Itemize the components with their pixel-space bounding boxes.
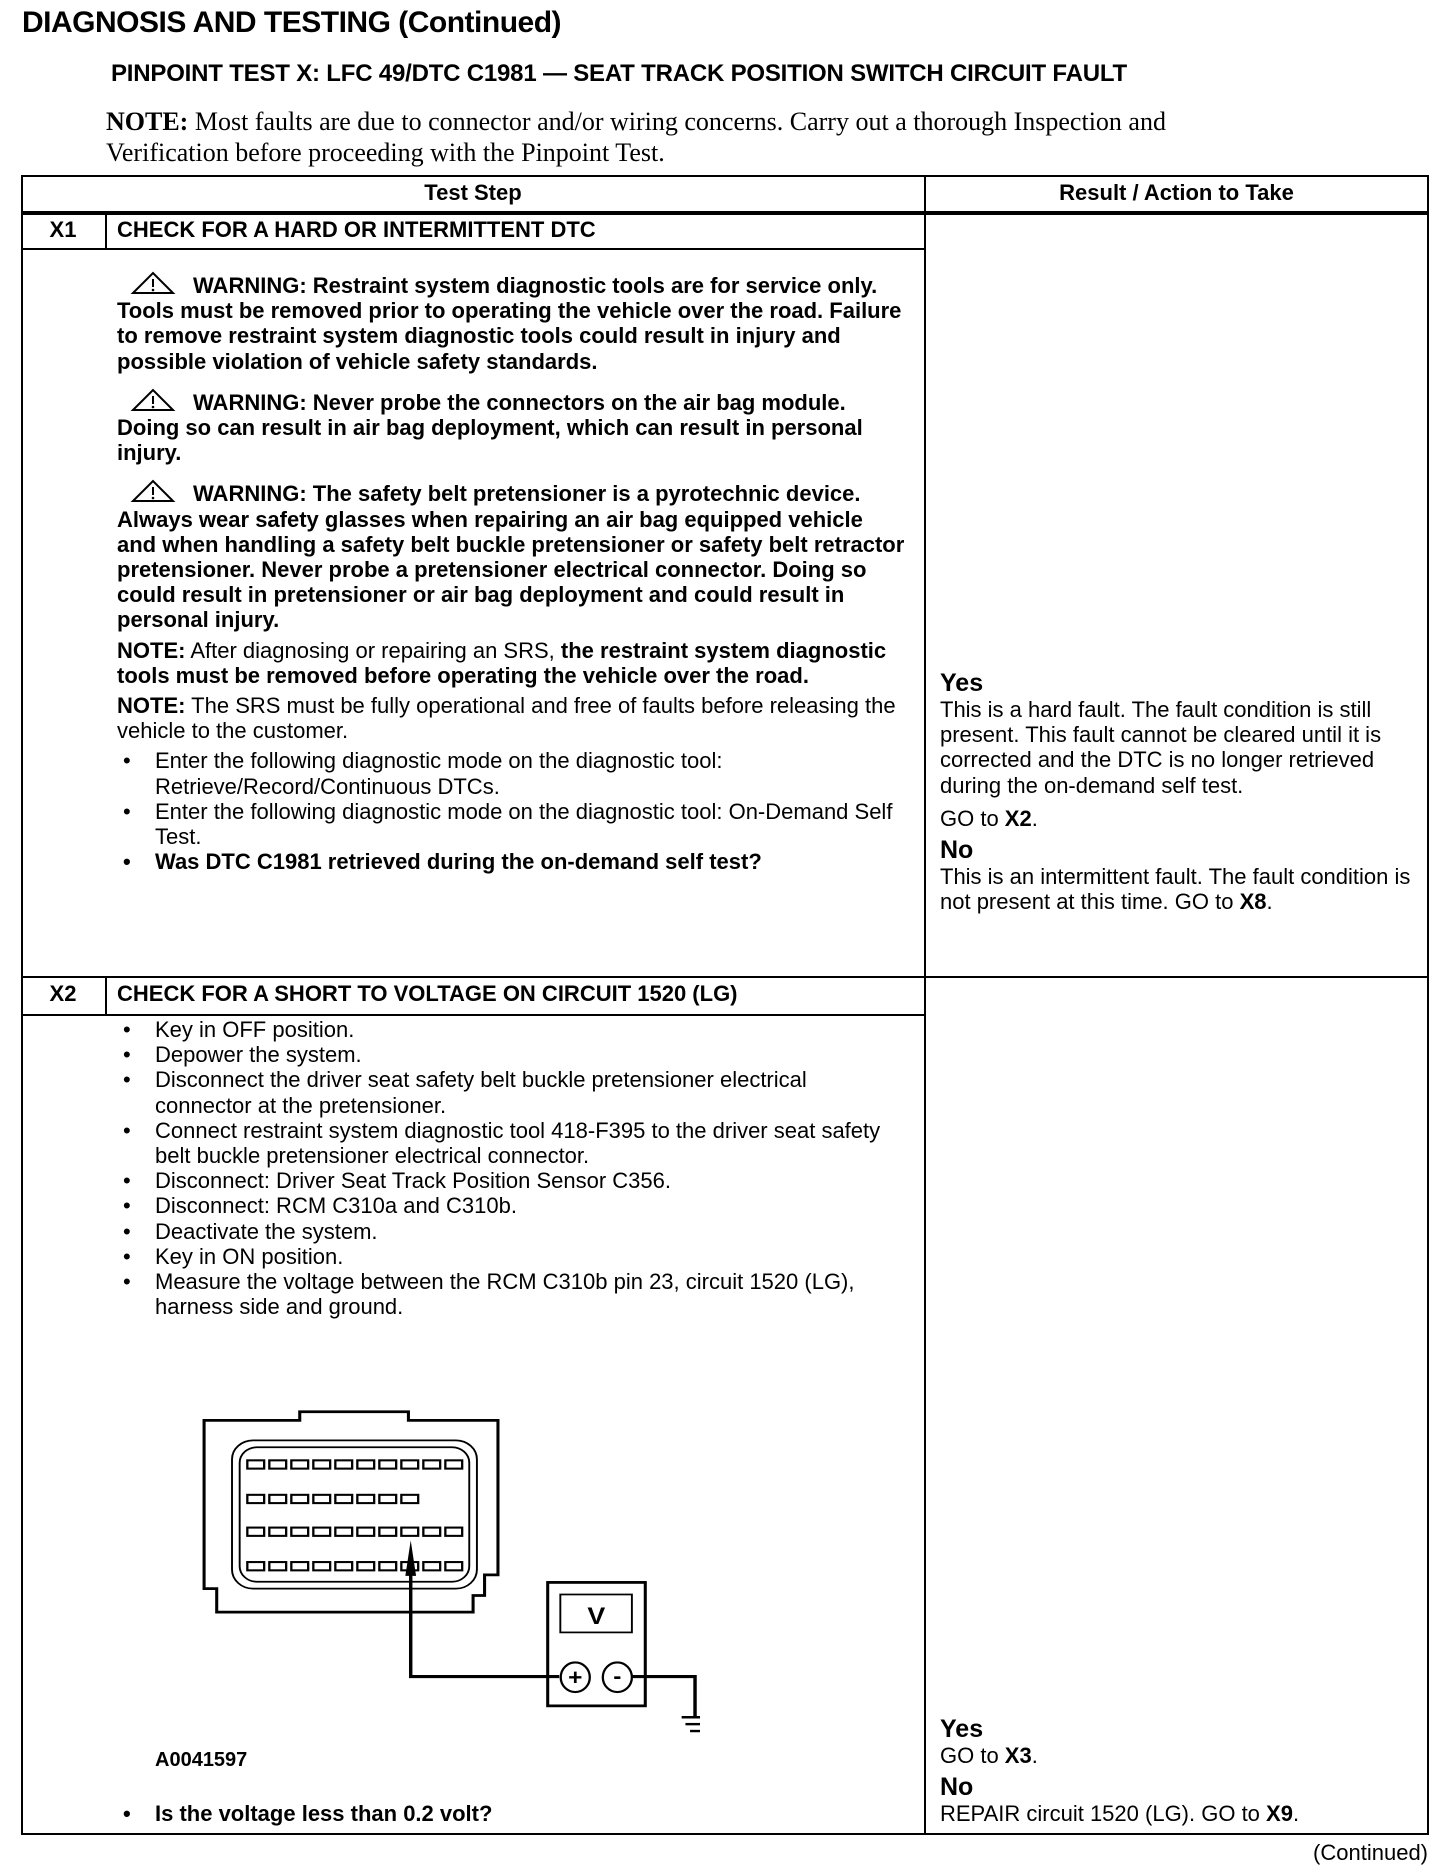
goto-link-x3[interactable]: X3	[1004, 1743, 1032, 1768]
connector-pin	[313, 1562, 330, 1570]
connector-pin	[313, 1495, 330, 1503]
column-header-result: Result / Action to Take	[1059, 180, 1294, 205]
connector-pin	[423, 1528, 440, 1536]
table-border-top	[21, 175, 1429, 177]
list-item: • Disconnect: RCM C310a and C310b.	[117, 1193, 897, 1218]
connector-pin	[247, 1495, 264, 1503]
connector-pins	[247, 1460, 462, 1570]
connector-pin	[269, 1562, 286, 1570]
x1-result	[940, 670, 1424, 914]
connector-pin	[269, 1495, 286, 1503]
warning-triangle-icon	[129, 271, 177, 295]
goto-text: GO to	[940, 1743, 1005, 1768]
x2-no-text: REPAIR circuit 1520 (LG). GO to X9.	[940, 1801, 1300, 1827]
x2-title-divider	[21, 1014, 925, 1016]
connector-pin	[335, 1528, 352, 1536]
connector-body	[204, 1412, 498, 1612]
goto-link-x9[interactable]: X9	[1266, 1801, 1293, 1827]
probe-arrow-icon	[405, 1540, 416, 1576]
connector-voltage-diagram	[100, 1380, 700, 1860]
connector-pin	[247, 1562, 264, 1570]
x2-yes-goto: GO to X3.	[940, 1743, 1038, 1768]
connector-pin	[335, 1495, 352, 1503]
connector-pin	[269, 1528, 286, 1536]
multimeter-label: V	[587, 1602, 606, 1630]
x2-question: • Is the voltage less than 0.2 volt?	[117, 1801, 897, 1826]
negative-terminal-label: -	[613, 1663, 622, 1689]
list-item: • Deactivate the system.	[117, 1219, 897, 1244]
goto-link-x2[interactable]: X2	[1004, 805, 1032, 831]
connector-pin	[313, 1460, 330, 1468]
ground-icon	[682, 1717, 700, 1731]
note-1	[117, 638, 907, 688]
warning-2-text: WARNING: Never probe the connectors on the air bag module. Doing so can result in air bag deployment, which can result in personal injury.	[117, 389, 863, 466]
connector-pin	[401, 1528, 418, 1536]
column-divider	[924, 175, 926, 1835]
list-item: • Key in ON position.	[117, 1244, 897, 1269]
goto-link-x8[interactable]: X8	[1239, 889, 1267, 915]
note-1-label: NOTE:	[117, 637, 186, 663]
connector-pin	[291, 1460, 308, 1468]
x2-bullet-list	[117, 1017, 897, 1319]
list-item: • Depower the system.	[117, 1042, 897, 1067]
connector-pin	[291, 1562, 308, 1570]
x2-question-wrap	[117, 1801, 897, 1826]
no-text: REPAIR circuit 1520 (LG). GO to	[940, 1801, 1267, 1827]
x1-no-text: This is an intermittent fault. The fault condition is not present at this time. GO to X8.	[940, 864, 1411, 915]
connector-pin	[423, 1562, 440, 1570]
x2-yes-label: Yes	[940, 1715, 984, 1743]
x1-bullet-list	[117, 748, 907, 874]
list-item: • Disconnect the driver seat safety belt buckle pretensioner electrical connector at the pretensioner.	[117, 1067, 897, 1117]
warning-2	[117, 388, 907, 466]
goto-text: GO to	[940, 805, 1005, 831]
column-header-test-step: Test Step	[424, 180, 522, 205]
list-item: • Enter the following diagnostic mode on the diagnostic tool: Retrieve/Record/Continuous DTCs.	[117, 748, 907, 798]
connector-pin	[247, 1528, 264, 1536]
connector-pin	[423, 1460, 440, 1468]
connector-pin	[401, 1460, 418, 1468]
x1-id-divider	[105, 213, 107, 250]
connector-pin	[357, 1495, 374, 1503]
connector-pin	[379, 1562, 396, 1570]
connector-pin	[401, 1495, 418, 1503]
connector-pin	[379, 1460, 396, 1468]
list-item: • Disconnect: Driver Seat Track Position Sensor C356.	[117, 1168, 897, 1193]
pinpoint-test-title: PINPOINT TEST X: LFC 49/DTC C1981 — SEAT TRACK POSITION SWITCH CIRCUIT FAULT	[111, 60, 1127, 87]
x2-no-label: No	[940, 1773, 974, 1802]
header-divider	[21, 211, 1429, 215]
connector-pin	[247, 1460, 264, 1468]
intro-note	[106, 106, 1256, 168]
connector-pin	[335, 1562, 352, 1570]
warning-3-text: WARNING: The safety belt pretensioner is a pyrotechnic device. Always wear safety glasses when repairing an air bag equipped vehicle and when handling a safety belt buckle pretensioner or safety belt retractor pretensioner. Never probe a pretensioner electrical connector. Doing so could result in pretensioner or air bag deployment and could result in personal injury.	[117, 481, 905, 633]
list-item: • Connect restraint system diagnostic tool 418-F395 to the driver seat safety belt buckle pretensioner electrical connector.	[117, 1118, 897, 1168]
warning-triangle-icon	[129, 479, 177, 503]
figure-id: A0041597	[155, 1749, 248, 1771]
table-border-right	[1427, 175, 1429, 1835]
step-title-x1: CHECK FOR A HARD OR INTERMITTENT DTC	[117, 217, 596, 242]
continued-label: (Continued)	[1313, 1840, 1428, 1865]
connector-pin	[335, 1460, 352, 1468]
x1-yes-text: This is a hard fault. The fault condition is still present. This fault cannot be cleared until it is corrected and the DTC is no longer retrieved during the on-demand self test.	[940, 697, 1382, 798]
positive-terminal-label: +	[568, 1665, 583, 1690]
x2-id-divider	[105, 976, 107, 1016]
step-title-x2: CHECK FOR A SHORT TO VOLTAGE ON CIRCUIT 1520 (LG)	[117, 981, 738, 1006]
note-label: NOTE:	[106, 107, 189, 136]
list-item: • Key in OFF position.	[117, 1017, 897, 1042]
x1-no-label: No	[940, 836, 974, 865]
connector-pin	[357, 1528, 374, 1536]
connector-pin	[445, 1562, 462, 1570]
step-id-x1: X1	[49, 217, 77, 242]
connector-pin	[379, 1528, 396, 1536]
warning-1-text: WARNING: Restraint system diagnostic tools are for service only. Tools must be removed prior to operating the vehicle over the road. Failure to remove restraint system diagnostic tools could result in injury and possible violation of vehicle safety standards.	[117, 273, 902, 374]
step-id-x2: X2	[49, 981, 77, 1006]
x1-yes-goto: GO to X2.	[940, 805, 1038, 831]
connector-pin	[291, 1528, 308, 1536]
warning-triangle-icon	[129, 388, 177, 412]
note-2	[117, 693, 907, 743]
connector-pin	[291, 1495, 308, 1503]
x1-content	[117, 271, 907, 874]
connector-pin	[313, 1528, 330, 1536]
x1-yes-label: Yes	[940, 669, 984, 697]
connector-pin	[357, 1460, 374, 1468]
list-item: • Measure the voltage between the RCM C310b pin 23, circuit 1520 (LG), harness side and ground.	[117, 1269, 897, 1319]
list-item: • Enter the following diagnostic mode on the diagnostic tool: On-Demand Self Test.	[117, 799, 907, 849]
ground-lead	[632, 1677, 695, 1717]
warning-1	[117, 271, 907, 374]
note-2-label: NOTE:	[117, 693, 186, 719]
multimeter	[548, 1582, 646, 1705]
connector-pin	[269, 1460, 286, 1468]
note-1-bold-text: the restraint system diagnostic tools must be removed before operating the vehicle over the road.	[117, 637, 887, 688]
no-text: This is an intermittent fault. The fault condition is not present at this time. GO to	[940, 864, 1411, 915]
page-title: DIAGNOSIS AND TESTING (Continued)	[22, 6, 562, 39]
x2-result	[940, 1716, 1424, 1826]
note-1-text: After diagnosing or repairing an SRS,	[185, 637, 561, 663]
connector-pin	[379, 1495, 396, 1503]
connector-pin	[445, 1528, 462, 1536]
warning-3	[117, 479, 907, 632]
x1-title-divider	[21, 248, 925, 250]
x2-content	[117, 1017, 897, 1319]
connector-pin	[445, 1460, 462, 1468]
x1-question: • Was DTC C1981 retrieved during the on-demand self test?	[117, 849, 907, 874]
x2-row-divider	[21, 976, 1429, 978]
note-2-text: The SRS must be fully operational and free of faults before releasing the vehicle to the customer.	[117, 693, 896, 744]
note-text: Most faults are due to connector and/or wiring concerns. Carry out a thorough Inspection and Verification before proceeding with the Pinpoint Test.	[106, 107, 1166, 167]
connector-pin	[357, 1562, 374, 1570]
